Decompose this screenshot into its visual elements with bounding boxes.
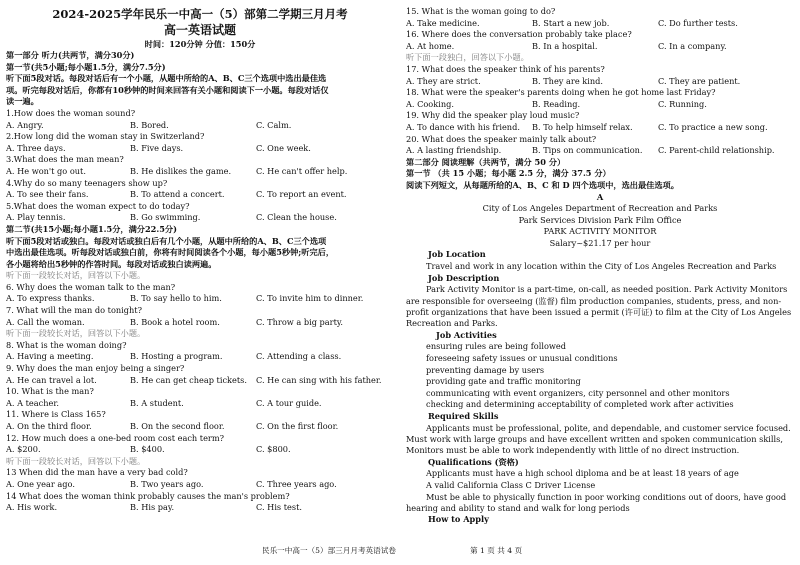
option: B. A student. [130,397,184,408]
option: C. One week. [256,142,311,153]
required-skills-text: Applicants must be professional, polite, and dependable, and customer service focused. Must work with large groups and have excellent written and spoken communication skills, Monitors must be able to work independently with little of no direct instruction. [406,422,791,456]
option: C. They are patient. [658,75,741,86]
question: 2.How long did the woman stay in Switzerland? [6,131,205,142]
job-description-text: Park Activity Monitor is a part-time, on-call, as needed position. Park Activity Monitors are responsible for overseeing (监督) film production companies, students, press, and non-profit organizations that have been issued a permit (许可证) to film at the City of Los Angeles Recreation and Parks. [406,284,792,329]
option: A. He won't go out. [6,165,86,176]
group-note: 听下面一段较长对话，回答以下小题。 [6,328,146,339]
option: C. On the first floor. [256,421,339,431]
option: A. Cooking. [406,98,454,109]
question: 11. Where is Class 165? [6,409,106,420]
option: A. $200. [6,444,41,455]
instruction: 读一遍。 [6,96,39,107]
option: A. To see their fans. [6,189,89,200]
option: B. Book a hotel room. [130,316,220,327]
question: 18. What were the speaker's parents doing when he got home last Friday? [406,87,716,98]
option: B. $400. [130,444,165,455]
exam-meta: 时间：120分钟 分值：150分 [144,39,256,49]
option: C. $800. [256,444,291,455]
activity-item: checking and determining acceptability of completed work after activities [426,399,734,410]
option: C. To report an event. [256,189,347,200]
salary: Salary~$21.17 per hour [549,237,651,248]
qualifications-heading: Qualifications (资格) [428,456,519,467]
activity-item: providing gate and traffic monitoring [426,376,581,387]
activity-item: foreseeing safety issues or unusual conditions [426,353,618,364]
option: A. At home. [406,40,455,51]
exam-subtitle: 高一英语试题 [163,23,236,37]
question: 17. What does the speaker think of his parents? [406,63,605,74]
option: A. Having a meeting. [6,351,94,362]
option: C. A tour guide. [256,397,322,408]
section-heading: 第一节 （共 15 小题；每小题 2.5 分，满分 37.5 分） [406,168,611,179]
exam-title: 2024-2025学年民乐一中高一（5）部第二学期三月月考 [52,7,348,21]
option: A. A lasting friendship. [406,145,502,156]
option: B. Five days. [130,142,184,153]
option: B. His pay. [130,502,175,513]
instruction: 听下面5段对话或独白。每段对话或独白后有几个小题，从题中所给的A、B、C三个选项 [6,235,327,246]
question: 1.How does the woman sound? [6,107,136,118]
option: B. To say hello to him. [130,293,222,304]
option: A. They are strict. [406,75,481,86]
option: B. On the second floor. [130,421,225,431]
option: A. To dance with his friend. [406,121,520,132]
question: 4.Why do so many teenagers show up? [6,177,168,188]
instruction: 阅读下列短文，从每题所给的A、B、C 和 D 四个选项中，选出最佳选项。 [406,179,679,190]
option: C. Attending a class. [256,351,342,362]
group-note: 听下面一段独白，回答以下小题。 [406,52,529,63]
required-skills-heading: Required Skills [428,411,499,422]
job-description-heading: Job Description [428,272,500,283]
option: A. A teacher. [6,397,59,408]
option: A. Three days. [6,142,66,153]
option: B. Reading. [532,98,581,109]
footer-exam-name: 民乐一中高一（5）部三月月考英语试卷 [262,546,396,555]
option: B. Tips on communication. [532,145,643,156]
right-column [406,6,794,526]
instruction: 各小题将给出5秒钟的作答时间。每段对话或独白读两遍。 [6,258,217,269]
passage-label: A [596,191,604,202]
section-heading: 第一节(共5小题;每小题1.5分，满分7.5分) [6,61,166,72]
org-line: City of Los Angeles Department of Recreation and Parks [482,203,718,214]
option: A. One year ago. [6,478,75,489]
activity-item: ensuring rules are being followed [426,341,566,352]
option: B. Hosting a program. [130,351,223,362]
option: B. To help himself relax. [532,121,633,132]
question: 13 When did the man have a very bad cold? [6,467,188,478]
option: C. Do further tests. [658,17,738,28]
option: C. He can't offer help. [256,165,348,176]
footer-page-number: 第 1 页 共 4 页 [470,546,523,555]
question: 6. Why does the woman talk to the man? [6,281,176,292]
option: B. In a hospital. [532,40,598,51]
activity-item: preventing damage by users [426,364,545,375]
option: A. To express thanks. [6,293,95,304]
option: B. To attend a concert. [130,189,225,200]
org-line: Park Services Division Park Film Office [518,214,682,225]
question: 19. Why did the speaker play loud music? [406,110,580,121]
question: 20. What does the speaker mainly talk about? [406,133,597,144]
option: B. They are kind. [532,75,603,86]
qualification-text: Must be able to physically function in poor working conditions out of doors, have good hearing and ability to stand and walk for long periods [406,491,787,514]
option: A. Angry. [6,119,44,130]
option: A. His work. [6,502,58,513]
option: C. To practice a new song. [658,121,768,132]
option: C. Calm. [256,119,292,130]
job-activities-heading: Job Activities [436,329,497,340]
option: C. In a company. [658,40,727,51]
part-heading: 第二部分 阅读理解（共两节，满分 50 分） [406,156,566,167]
question: 10. What is the man? [6,386,94,397]
option: A. Call the woman. [6,316,85,327]
how-to-apply-heading: How to Apply [428,514,489,525]
question: 15. What is the woman going to do? [406,6,556,16]
instruction: 项。听完每段对话后，你都有10秒钟的时间来回答有关小题和阅读下一小题。每段对话仅 [6,84,329,95]
activity-item: communicating with event organizers, city personnel and other monitors [426,387,730,398]
job-location-text: Travel and work in any location within the City of Los Angeles Recreation and Parks [426,261,777,272]
option: C. Running. [658,98,707,109]
option: C. He can sing with his father. [256,374,382,385]
left-column [6,6,394,514]
group-note: 听下面一段较长对话，回答以下小题。 [6,270,146,281]
question: 7. What will the man do tonight? [6,305,142,316]
job-title: PARK ACTIVITY MONITOR [543,226,657,237]
qualification-item: A valid California Class C Driver License [426,480,596,491]
part-heading: 第一部分 听力(共两节，满分30分) [6,50,135,60]
option: B. Go swimming. [130,212,201,223]
question: 9. Why does the man enjoy being a singer? [6,363,185,374]
option: C. Clean the house. [256,212,337,223]
option: A. Play tennis. [6,212,66,223]
job-location-heading: Job Location [428,249,486,260]
instruction: 中选出最佳选项。听每段对话或独白前，你将有时间阅读各个小题，每小题5秒钟;听完后， [6,247,335,258]
option: A. Take medicine. [406,17,480,28]
question: 14 What does the woman think probably causes the man's problem? [6,490,290,501]
option: C. Three years ago. [256,478,337,489]
group-note: 听下面一段较长对话，回答以下小题。 [6,455,146,466]
option: B. He dislikes the game. [130,165,232,176]
question: 12. How much does a one-bed room cost each term? [6,432,224,443]
option: B. He can get cheap tickets. [130,374,247,385]
question: 3.What does the man mean? [6,154,124,165]
option: B. Start a new job. [532,17,610,28]
section-heading: 第二节(共15小题;每小题1.5分，满分22.5分) [6,223,177,234]
option: C. To invite him to dinner. [256,293,364,304]
option: A. On the third floor. [6,421,92,431]
option: C. His test. [256,502,302,513]
qualification-item: Applicants must have a high school diploma and be at least 18 years of age [426,468,739,479]
instruction: 听下面5段对话。每段对话后有一个小题，从题中所给的A、B、C三个选项中选出最佳选 [6,73,327,84]
option: B. Bored. [130,119,169,130]
option: C. Parent-child relationship. [658,145,775,156]
question: 16. Where does the conversation probably take place? [406,29,632,40]
option: C. Throw a big party. [256,316,344,327]
option: B. Two years ago. [130,478,204,489]
option: A. He can travel a lot. [6,374,97,385]
question: 8. What is the woman doing? [6,339,127,350]
question: 5.What does the woman expect to do today? [6,200,190,211]
